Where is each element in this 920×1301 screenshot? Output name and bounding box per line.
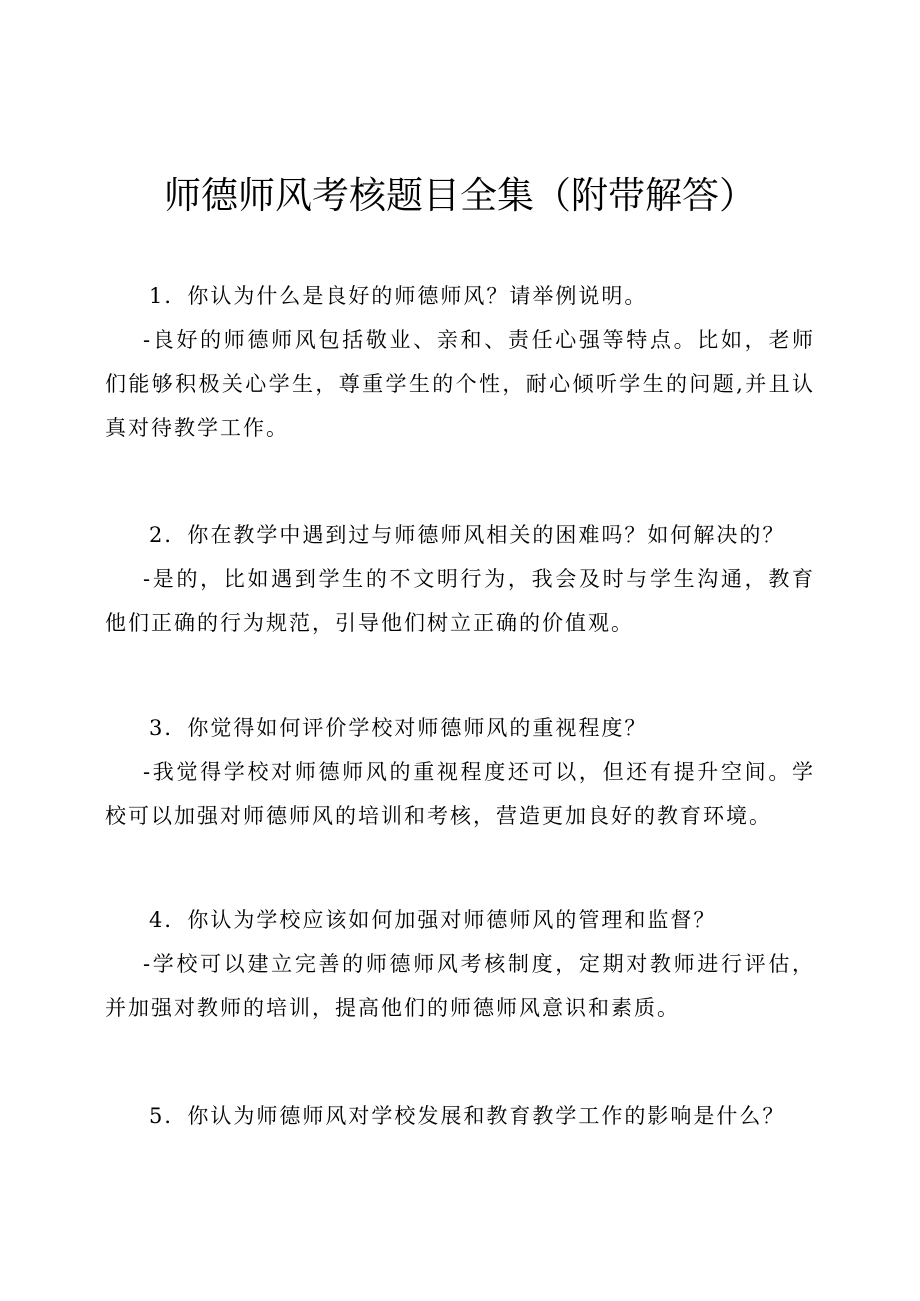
document-title: 师德师风考核题目全集（附带解答） xyxy=(164,174,756,217)
qa-item-5 xyxy=(105,1094,815,1138)
question-4: 4．你认为学校应该如何加强对师德师风的管理和监督？ xyxy=(149,908,717,932)
question-2: 2．你在教学中遇到过与师德师风相关的困难吗？如何解决的？ xyxy=(149,523,786,547)
question-5: 5．你认为师德师风对学校发展和教育教学工作的影响是什么？ xyxy=(149,1104,786,1128)
answer-1-line-1: -良好的师德师风包括敬业、亲和、责任心强等特点。比如，老师 xyxy=(143,328,815,352)
answer-4-line-1: -学校可以建立完善的师德师风考核制度，定期对教师进行评估， xyxy=(143,952,815,976)
question-1: 1．你认为什么是良好的师德师风？请举例说明。 xyxy=(149,284,648,308)
answer-1-line-3: 真对待教学工作。 xyxy=(105,416,289,440)
qa-item-4 xyxy=(105,898,815,1030)
answer-2-line-2: 他们正确的行为规范，引导他们树立正确的价值观。 xyxy=(105,611,634,635)
qa-item-3 xyxy=(105,706,815,838)
answer-1-line-2: 们能够积极关心学生，尊重学生的个性，耐心倾听学生的问题,并且认 xyxy=(105,372,815,396)
qa-item-1 xyxy=(105,274,815,450)
answer-3-line-2: 校可以加强对师德师风的培训和考核，营造更加良好的教育环境。 xyxy=(105,804,772,828)
question-3: 3．你觉得如何评价学校对师德师风的重视程度？ xyxy=(149,716,648,740)
answer-2-line-1: -是的，比如遇到学生的不文明行为，我会及时与学生沟通，教育 xyxy=(143,567,815,591)
qa-item-2 xyxy=(105,513,815,645)
answer-4-line-2: 并加强对教师的培训，提高他们的师德师风意识和素质。 xyxy=(105,996,680,1020)
answer-3-line-1: -我觉得学校对师德师风的重视程度还可以，但还有提升空间。学 xyxy=(143,760,815,784)
